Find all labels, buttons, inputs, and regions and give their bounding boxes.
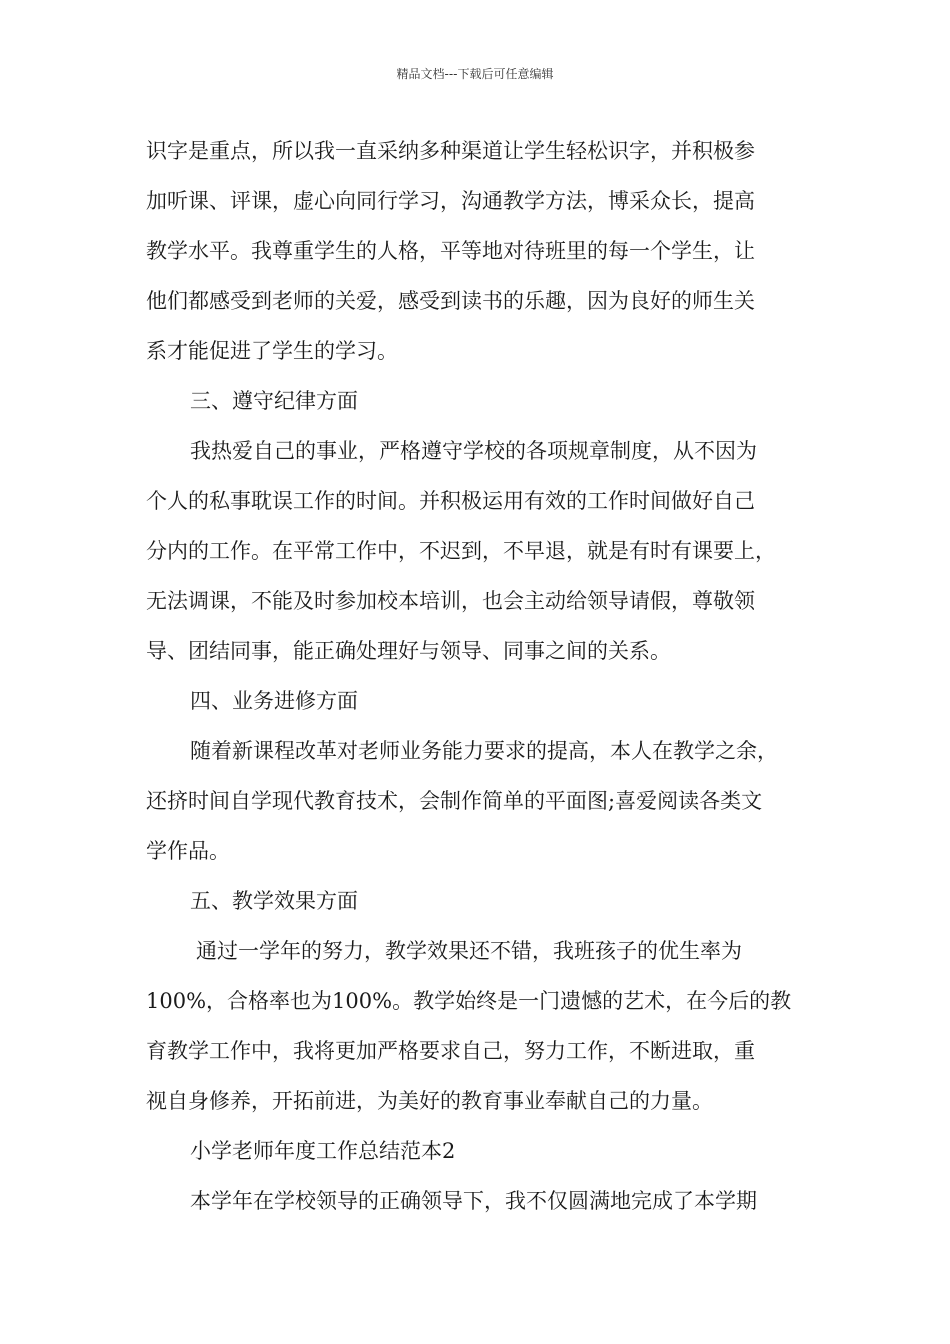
paragraph-line: 100%，合格率也为100%。教学始终是一门遗憾的艺术，在今后的教	[146, 989, 792, 1013]
paragraph-line: 随着新课程改革对老师业务能力要求的提高，本人在教学之余，	[190, 739, 778, 763]
page-header: 精品文档---下载后可任意编辑	[396, 67, 554, 81]
paragraph-line: 通过一学年的努力，教学效果还不错，我班孩子的优生率为	[196, 939, 742, 963]
document-body	[146, 126, 810, 1226]
section-heading: 五、教学效果方面	[190, 889, 358, 913]
document-subtitle: 小学老师年度工作总结范本2	[190, 1139, 456, 1163]
paragraph-line: 个人的私事耽误工作的时间。并积极运用有效的工作时间做好自己	[146, 489, 755, 513]
paragraph-line: 系才能促进了学生的学习。	[146, 339, 398, 363]
paragraph-line: 我热爱自己的事业，严格遵守学校的各项规章制度，从不因为	[190, 439, 757, 463]
paragraph-line: 加听课、评课，虚心向同行学习，沟通教学方法，博采众长，提高	[146, 189, 755, 213]
paragraph-line: 无法调课，不能及时参加校本培训，也会主动给领导请假，尊敬领	[146, 589, 755, 613]
section-heading: 四、业务进修方面	[190, 689, 358, 713]
paragraph-line: 视自身修养，开拓前进，为美好的教育事业奉献自己的力量。	[146, 1089, 713, 1113]
paragraph-line: 学作品。	[146, 839, 230, 863]
paragraph-line: 识字是重点，所以我一直采纳多种渠道让学生轻松识字，并积极参	[146, 139, 755, 163]
section-heading: 三、遵守纪律方面	[190, 389, 358, 413]
paragraph-line: 分内的工作。在平常工作中，不迟到，不早退，就是有时有课要上，	[146, 539, 776, 563]
paragraph-line: 育教学工作中，我将更加严格要求自己，努力工作，不断进取，重	[146, 1039, 755, 1063]
paragraph-line: 本学年在学校领导的正确领导下，我不仅圆满地完成了本学期	[190, 1189, 757, 1213]
paragraph-line: 导、团结同事，能正确处理好与领导、同事之间的关系。	[146, 639, 671, 663]
paragraph-line: 他们都感受到老师的关爱，感受到读书的乐趣，因为良好的师生关	[146, 289, 755, 313]
paragraph-line: 教学水平。我尊重学生的人格，平等地对待班里的每一个学生，让	[146, 239, 755, 263]
paragraph-line: 还挤时间自学现代教育技术，会制作简单的平面图;喜爱阅读各类文	[146, 789, 763, 813]
